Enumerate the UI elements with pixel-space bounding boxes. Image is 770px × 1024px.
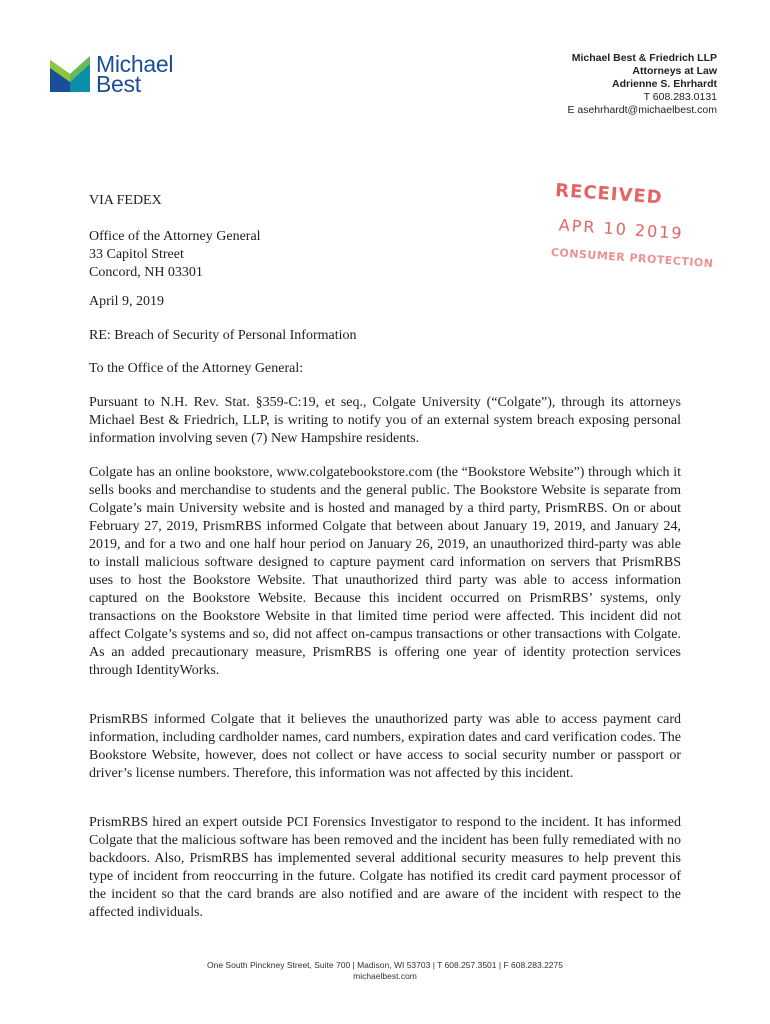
paragraph-1: Pursuant to N.H. Rev. Stat. §359-C:19, et seq., Colgate University (“Colgate”), through its attorneys Michael Best & Friedrich, LLP, is writing to notify you of an external system breach exposing personal information involving seven (7) New Hampshire residents. [89,395,681,446]
letterhead [567,52,717,117]
firm-subtitle: Attorneys at Law [632,65,717,77]
letter-subject: RE: Breach of Security of Personal Information [89,328,357,343]
stamp-date: APR 10 2019 [558,215,685,244]
recipient-line-2: 33 Capitol Street [89,247,184,262]
recipient-address [89,228,261,282]
attorney-phone: T 608.283.0131 [643,91,717,103]
stamp-department: CONSUMER PROTECTION [550,245,714,271]
attorney-name: Adrienne S. Ehrhardt [611,78,717,90]
attorney-email: E asehrhardt@michaelbest.com [567,104,717,116]
delivery-method: VIA FEDEX [89,193,162,208]
michael-best-logo [50,51,174,97]
stamp-received: RECEIVED [554,180,664,209]
logo-wordmark [96,51,174,97]
paragraph-2: Colgate has an online bookstore, www.colgatebookstore.com (the “Bookstore Website”) through which it sells books and merchandise to students and the general public. The Bookstore Website is separate from Colgate’s main University website and is hosted and managed by a third party, PrismRBS. On or about February 27, 2019, PrismRBS informed Colgate that between about January 19, 2019, and January 24, 2019, and for a two and one half hour period on January 26, 2019, an unauthorized third-party was able to install malicious software designed to capture payment card information on servers that PrismRBS uses to host the Bookstore Website. That unauthorized third party was able to access information captured on the Bookstore Website. Because this incident occurred on PrismRBS’ systems, only transactions on the Bookstore Website in that limited time period were affected. This incident did not affect Colgate’s systems and so, did not affect on-campus transactions or other transactions with Colgate. As an added precautionary measure, PrismRBS is offering one year of identity protection services through IdentityWorks. [89,465,681,678]
letter-date: April 9, 2019 [89,294,165,309]
footer-address: One South Pinckney Street, Suite 700 | Madison, WI 53703 | T 608.257.3501 | F 608.283.2275 [207,960,563,970]
recipient-line-3: Concord, NH 03301 [89,265,203,280]
paragraph-3: PrismRBS informed Colgate that it believes the unauthorized party was able to access payment card information, including cardholder names, card numbers, expiration dates and card verification codes. The Bookstore Website, however, does not collect or have access to social security number or passport or driver’s license numbers. Therefore, this information was not affected by this incident. [89,712,681,781]
received-stamp [549,180,714,290]
paragraph-4: PrismRBS hired an expert outside PCI Forensics Investigator to respond to the incident. It has informed Colgate that the malicious software has been removed and the incident has been fully remediated with no backdoors. Also, PrismRBS has implemented several additional security measures to help prevent this type of incident from reoccurring in the future. Colgate has notified its credit card payment processor of the incident so that the card brands are also notified and are aware of the incident with respect to the affected individuals. [89,815,681,920]
michael-best-m-mark-icon [50,52,90,92]
letter-salutation: To the Office of the Attorney General: [89,361,304,376]
footer-website: michaelbest.com [353,971,417,981]
recipient-line-1: Office of the Attorney General [89,229,261,244]
page-footer [0,960,770,982]
logo-line-2: Best [96,71,141,97]
firm-name: Michael Best & Friedrich LLP [571,52,717,64]
logo-line-1: Michael [96,51,174,77]
